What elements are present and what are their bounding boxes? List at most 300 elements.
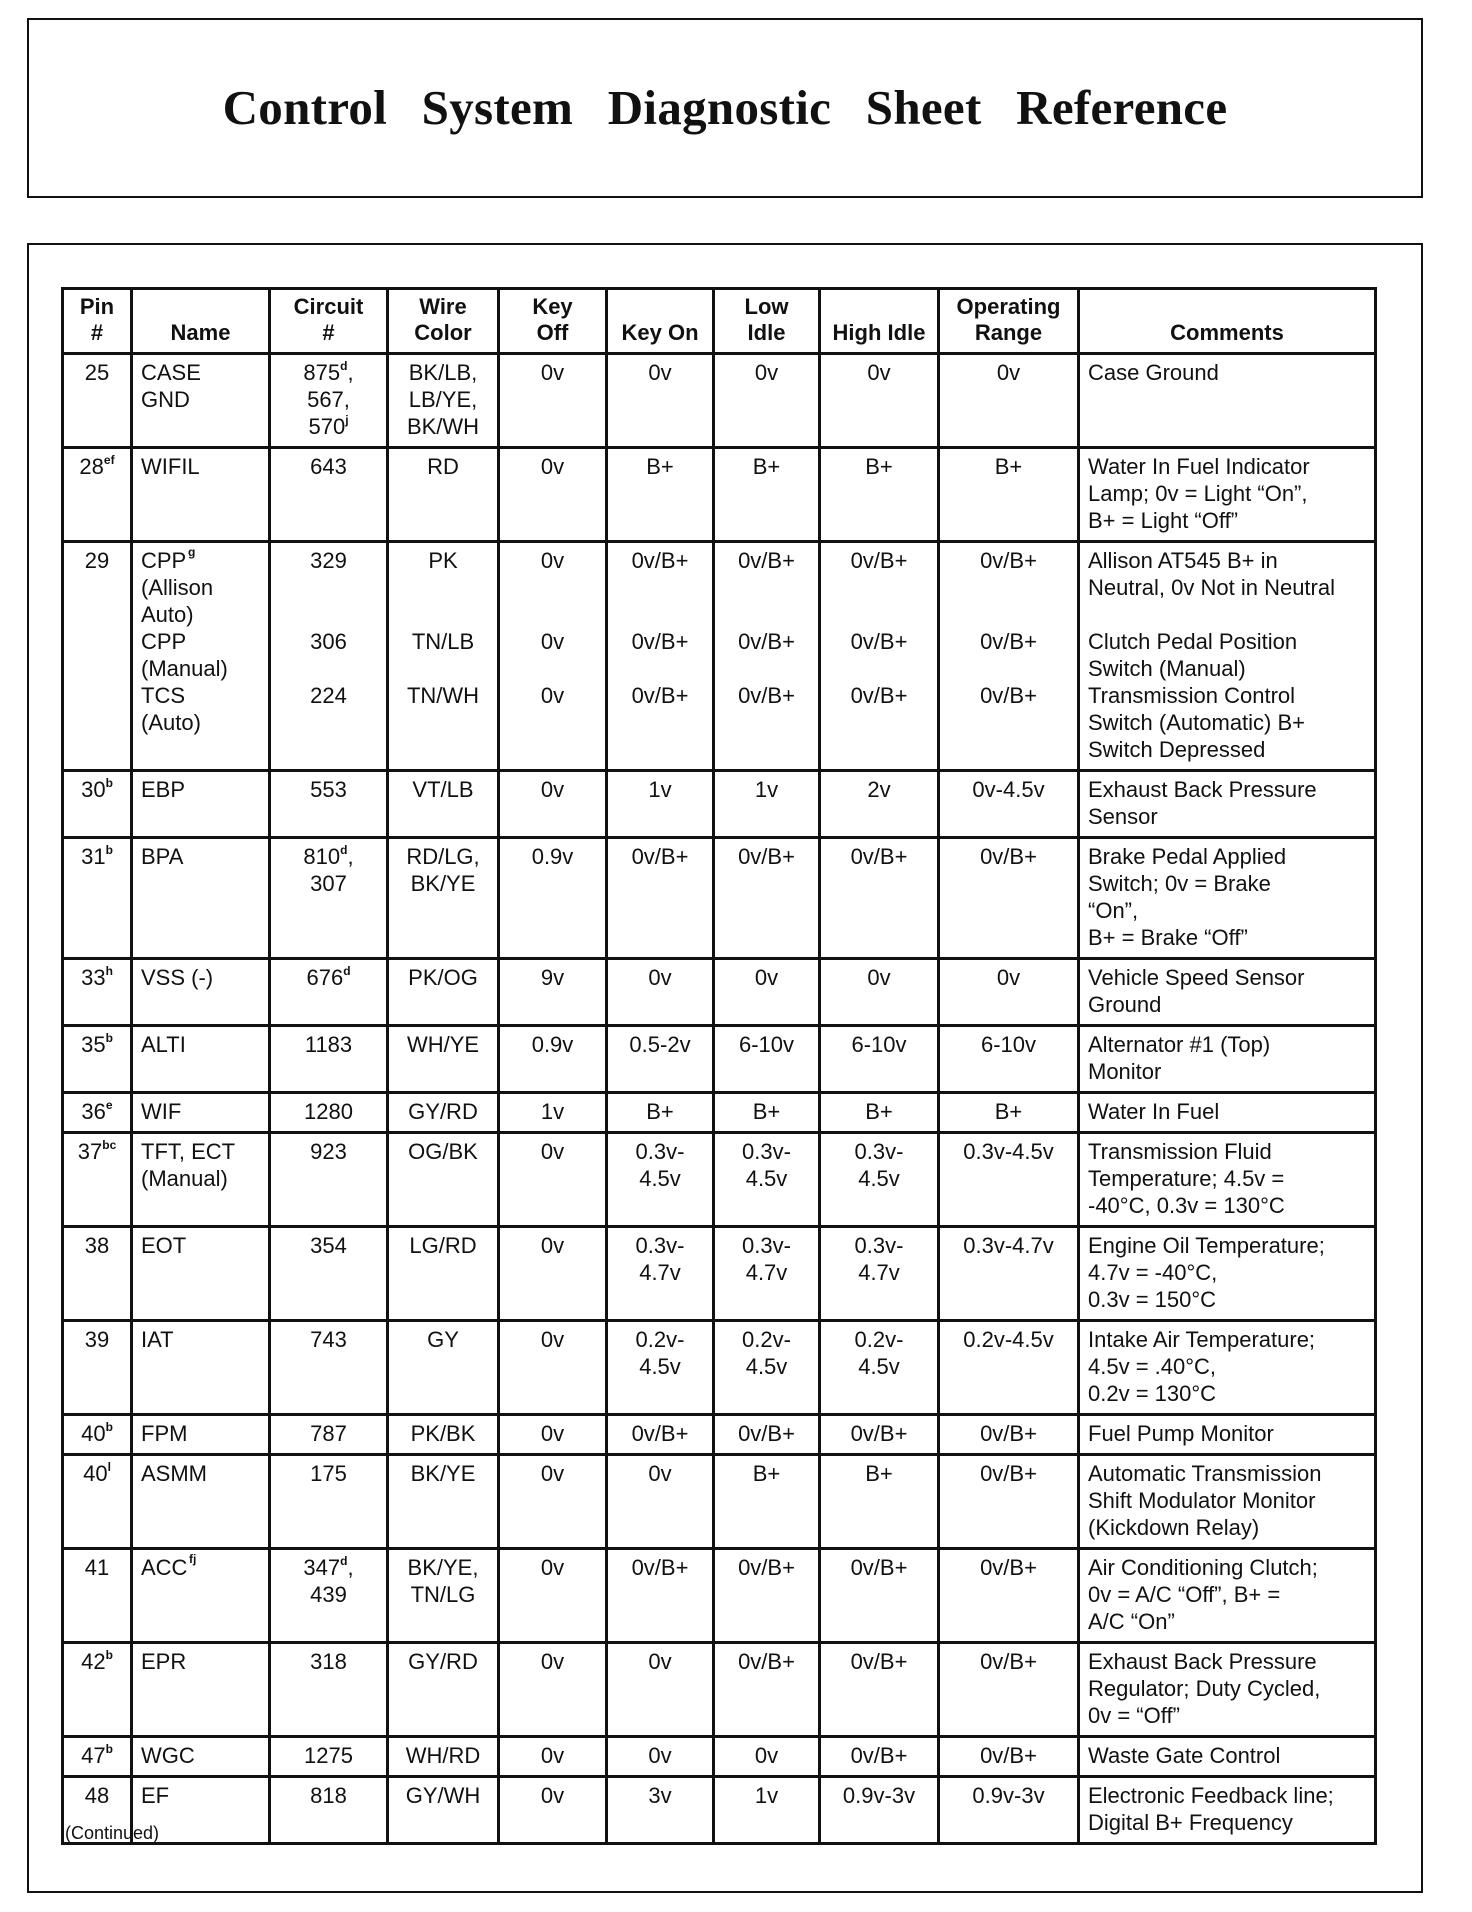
wire-color-cell bbox=[388, 354, 499, 448]
key-off-cell bbox=[499, 1777, 607, 1844]
wire-color: BK/YE bbox=[410, 1461, 476, 1486]
high-idle-value: 0v bbox=[867, 965, 891, 990]
high-idle-cell bbox=[820, 1026, 939, 1093]
key-off-cell bbox=[499, 1093, 607, 1133]
signal-name bbox=[141, 359, 260, 440]
comment-text: Engine Oil Temperature; 4.7v = -40°C, 0.3v = 150°C bbox=[1088, 1233, 1325, 1312]
name-cell bbox=[132, 1026, 270, 1093]
circuit-cell bbox=[270, 838, 388, 959]
key-off-value: 0v bbox=[540, 548, 565, 573]
circuit-value: 307 bbox=[310, 871, 347, 896]
circuit-number bbox=[279, 1138, 378, 1165]
high-idle-cell bbox=[820, 542, 939, 771]
circuit-numbers bbox=[279, 1138, 378, 1219]
name-cell bbox=[132, 354, 270, 448]
key-on-value: 0v/B+ bbox=[631, 683, 689, 708]
name-text: CPP (Manual) bbox=[141, 629, 228, 681]
table-row bbox=[63, 838, 1376, 959]
wire-color: TN/LB bbox=[411, 629, 475, 654]
wire-color-cell bbox=[388, 959, 499, 1026]
circuit-number bbox=[279, 386, 378, 413]
name-text: EF bbox=[141, 1783, 170, 1808]
operating-range-value: B+ bbox=[994, 1099, 1023, 1124]
key-off-value: 0v bbox=[540, 1327, 565, 1352]
table-row bbox=[63, 1093, 1376, 1133]
comments-cell bbox=[1079, 354, 1376, 448]
comments-cell bbox=[1079, 838, 1376, 959]
table-row bbox=[63, 542, 1376, 771]
circuit-cell bbox=[270, 448, 388, 542]
header-comments bbox=[1079, 289, 1376, 354]
header-pin bbox=[63, 289, 132, 354]
pin-number: 40 bbox=[81, 1421, 106, 1446]
high-idle-value: 0v/B+ bbox=[850, 629, 908, 654]
key-off-value: 0v bbox=[540, 1783, 565, 1808]
key-on-cell bbox=[607, 354, 714, 448]
key-on-value: 0.3v- 4.5v bbox=[635, 1139, 685, 1191]
circuit-cell bbox=[270, 1026, 388, 1093]
key-off-cell bbox=[499, 1415, 607, 1455]
wire-color-cell bbox=[388, 1455, 499, 1549]
footnote-ref: h bbox=[105, 963, 113, 978]
key-on-value: 0v/B+ bbox=[631, 844, 689, 869]
pin-number: 48 bbox=[84, 1783, 110, 1808]
name-text: CPP (Allison Auto) bbox=[141, 548, 214, 627]
circuit-number bbox=[279, 1554, 378, 1581]
circuit-value: 553 bbox=[310, 777, 347, 802]
key-off-value: 0v bbox=[540, 683, 565, 708]
high-idle-value: 0v/B+ bbox=[850, 683, 908, 708]
key-on-value: 0.2v- 4.5v bbox=[635, 1327, 685, 1379]
operating-range-value: 0v/B+ bbox=[980, 1555, 1037, 1580]
pin-number: 39 bbox=[84, 1327, 110, 1352]
high-idle-cell bbox=[820, 1549, 939, 1643]
signal-name bbox=[141, 1138, 260, 1219]
circuit-cell bbox=[270, 1321, 388, 1415]
name-cell bbox=[132, 838, 270, 959]
low-idle-value: 0v bbox=[754, 965, 779, 990]
signal-name bbox=[141, 1098, 260, 1125]
name-text: IAT bbox=[141, 1327, 174, 1352]
circuit-numbers bbox=[279, 682, 378, 763]
table-row bbox=[63, 448, 1376, 542]
circuit-numbers bbox=[279, 1326, 378, 1407]
key-off-cell bbox=[499, 1227, 607, 1321]
wire-color: GY bbox=[427, 1327, 459, 1352]
comments-cell bbox=[1079, 542, 1376, 771]
header-wire-color bbox=[388, 289, 499, 354]
high-idle-cell bbox=[820, 1415, 939, 1455]
key-on-value: 0v/B+ bbox=[631, 1421, 689, 1446]
footnote-ref: bc bbox=[102, 1137, 117, 1152]
header-label: Name bbox=[170, 320, 231, 345]
header-operating-range bbox=[939, 289, 1079, 354]
wire-color: WH/RD bbox=[405, 1743, 481, 1768]
key-off-value: 0v bbox=[540, 1649, 565, 1674]
circuit-value: 1280 bbox=[304, 1099, 353, 1124]
pin-number: 35 bbox=[81, 1032, 106, 1057]
key-on-value: 0v/B+ bbox=[631, 629, 689, 654]
pin-number: 36 bbox=[81, 1099, 106, 1124]
wire-color-cell bbox=[388, 1026, 499, 1093]
operating-range-value: B+ bbox=[994, 454, 1023, 479]
key-on-value: 0v bbox=[648, 1649, 672, 1674]
signal-name bbox=[141, 1232, 260, 1313]
comment-text: Brake Pedal Applied Switch; 0v = Brake “On”, B+ = Brake “Off” bbox=[1088, 844, 1287, 950]
operating-range-value: 0.9v-3v bbox=[972, 1783, 1045, 1808]
signal-name bbox=[141, 1554, 260, 1635]
pin-cell bbox=[63, 838, 132, 959]
separator: , bbox=[347, 1555, 354, 1580]
high-idle-value: 2v bbox=[867, 777, 891, 802]
wire-color-cell bbox=[388, 1415, 499, 1455]
key-off-cell bbox=[499, 959, 607, 1026]
key-on-cell bbox=[607, 1415, 714, 1455]
high-idle-cell bbox=[820, 1227, 939, 1321]
wire-color-cell bbox=[388, 838, 499, 959]
low-idle-cell bbox=[714, 542, 820, 771]
key-off-value: 0v bbox=[540, 1139, 565, 1164]
name-text: WIFIL bbox=[141, 454, 200, 479]
signal-name bbox=[141, 843, 260, 951]
signal-name bbox=[141, 776, 260, 830]
separator: , bbox=[347, 844, 354, 869]
low-idle-value: 6-10v bbox=[738, 1032, 795, 1057]
name-text: TCS (Auto) bbox=[141, 683, 201, 735]
circuit-number bbox=[279, 1782, 378, 1809]
wire-color: RD/LG, BK/YE bbox=[406, 844, 480, 896]
pin-number: 47 bbox=[81, 1743, 106, 1768]
key-on-cell bbox=[607, 1227, 714, 1321]
signal-name bbox=[141, 964, 260, 1018]
circuit-numbers bbox=[279, 964, 378, 1018]
table-row bbox=[63, 1227, 1376, 1321]
header-row bbox=[63, 289, 1376, 354]
comments-cell bbox=[1079, 1227, 1376, 1321]
low-idle-cell bbox=[714, 1737, 820, 1777]
operating-range-value: 0.2v-4.5v bbox=[963, 1327, 1054, 1352]
name-text: CASE GND bbox=[141, 360, 201, 412]
key-off-cell bbox=[499, 771, 607, 838]
footnote-ref: b bbox=[105, 1647, 113, 1662]
key-on-value: 0v bbox=[648, 1743, 672, 1768]
circuit-number bbox=[279, 359, 378, 386]
high-idle-value: 0v/B+ bbox=[850, 1555, 908, 1580]
name-text: TFT, ECT (Manual) bbox=[141, 1139, 236, 1191]
circuit-cell bbox=[270, 1093, 388, 1133]
high-idle-cell bbox=[820, 1643, 939, 1737]
circuit-number bbox=[279, 870, 378, 897]
table-row bbox=[63, 1321, 1376, 1415]
operating-range-value: 0v/B+ bbox=[980, 629, 1037, 654]
wire-color: OG/BK bbox=[408, 1139, 478, 1164]
key-off-value: 0v bbox=[540, 1555, 565, 1580]
key-on-cell bbox=[607, 1093, 714, 1133]
circuit-number bbox=[279, 1098, 378, 1125]
high-idle-cell bbox=[820, 771, 939, 838]
circuit-value: 306 bbox=[310, 629, 347, 654]
circuit-cell bbox=[270, 959, 388, 1026]
circuit-number bbox=[279, 1648, 378, 1675]
key-off-value: 0v bbox=[540, 629, 565, 654]
key-on-cell bbox=[607, 1455, 714, 1549]
table-row bbox=[63, 1026, 1376, 1093]
key-on-value: 3v bbox=[648, 1783, 672, 1808]
comments-cell bbox=[1079, 448, 1376, 542]
table-row bbox=[63, 1643, 1376, 1737]
comments-cell bbox=[1079, 959, 1376, 1026]
key-on-cell bbox=[607, 1737, 714, 1777]
key-on-value: 0v bbox=[648, 1461, 672, 1486]
header-label: Low Idle bbox=[744, 294, 789, 345]
header-label: Key On bbox=[621, 320, 699, 345]
key-off-cell bbox=[499, 448, 607, 542]
low-idle-value: 0.3v- 4.7v bbox=[742, 1233, 791, 1285]
circuit-numbers bbox=[279, 359, 378, 440]
low-idle-value: 0v/B+ bbox=[738, 683, 795, 708]
pin-number: 31 bbox=[81, 844, 106, 869]
footnote-ref: j bbox=[345, 412, 349, 427]
footnote-ref: b bbox=[105, 775, 113, 790]
pin-cell bbox=[63, 1643, 132, 1737]
operating-range-cell bbox=[939, 448, 1079, 542]
header-low-idle bbox=[714, 289, 820, 354]
table-row bbox=[63, 1737, 1376, 1777]
circuit-value: 329 bbox=[310, 548, 347, 573]
circuit-numbers bbox=[279, 776, 378, 830]
comments-cell bbox=[1079, 1093, 1376, 1133]
signal-name bbox=[141, 1460, 260, 1541]
name-text: EBP bbox=[141, 777, 186, 802]
high-idle-value: 0v bbox=[867, 360, 891, 385]
low-idle-cell bbox=[714, 1093, 820, 1133]
low-idle-value: 1v bbox=[754, 1783, 779, 1808]
high-idle-value: B+ bbox=[865, 454, 893, 479]
key-off-value: 0v bbox=[540, 454, 565, 479]
pin-number: 28 bbox=[79, 454, 104, 479]
high-idle-value: 0.3v- 4.7v bbox=[854, 1233, 904, 1285]
pin-cell bbox=[63, 354, 132, 448]
key-off-cell bbox=[499, 542, 607, 771]
operating-range-cell bbox=[939, 1737, 1079, 1777]
wire-color: PK bbox=[428, 548, 458, 573]
comment-text: Clutch Pedal Position Switch (Manual) bbox=[1088, 629, 1298, 681]
operating-range-cell bbox=[939, 1549, 1079, 1643]
high-idle-cell bbox=[820, 1737, 939, 1777]
pin-cell bbox=[63, 1549, 132, 1643]
pin-cell bbox=[63, 1455, 132, 1549]
operating-range-cell bbox=[939, 1026, 1079, 1093]
wire-color: BK/LB, LB/YE, BK/WH bbox=[406, 360, 480, 439]
wire-color-cell bbox=[388, 1737, 499, 1777]
separator: , bbox=[343, 387, 350, 412]
key-off-cell bbox=[499, 1549, 607, 1643]
circuit-numbers bbox=[279, 1554, 378, 1635]
high-idle-cell bbox=[820, 1321, 939, 1415]
circuit-numbers bbox=[279, 1031, 378, 1085]
comment-text: Water In Fuel bbox=[1088, 1099, 1220, 1124]
circuit-number bbox=[279, 628, 378, 655]
name-cell bbox=[132, 1643, 270, 1737]
comments-cell bbox=[1079, 1415, 1376, 1455]
title-box bbox=[27, 18, 1423, 198]
high-idle-value: 0v/B+ bbox=[850, 1649, 908, 1674]
operating-range-value: 0v/B+ bbox=[980, 548, 1037, 573]
circuit-value: 175 bbox=[310, 1461, 347, 1486]
circuit-cell bbox=[270, 1455, 388, 1549]
circuit-cell bbox=[270, 1549, 388, 1643]
circuit-cell bbox=[270, 1415, 388, 1455]
operating-range-cell bbox=[939, 1455, 1079, 1549]
pin-cell bbox=[63, 1227, 132, 1321]
circuit-cell bbox=[270, 1133, 388, 1227]
name-cell bbox=[132, 959, 270, 1026]
key-on-cell bbox=[607, 448, 714, 542]
comment-text: Transmission Control Switch (Automatic) B+ Switch Depressed bbox=[1088, 683, 1306, 762]
operating-range-value: 0v/B+ bbox=[980, 1461, 1037, 1486]
comment-text: Alternator #1 (Top) Monitor bbox=[1088, 1032, 1271, 1084]
low-idle-cell bbox=[714, 1549, 820, 1643]
header-name bbox=[132, 289, 270, 354]
wire-color-cell bbox=[388, 1227, 499, 1321]
low-idle-cell bbox=[714, 1133, 820, 1227]
signal-name bbox=[141, 682, 260, 763]
low-idle-value: 0.3v- 4.5v bbox=[742, 1139, 791, 1191]
circuit-numbers bbox=[279, 453, 378, 534]
comment-text: Fuel Pump Monitor bbox=[1088, 1421, 1274, 1446]
page-title: Control System Diagnostic Sheet Reference bbox=[222, 79, 1228, 135]
circuit-cell bbox=[270, 1777, 388, 1844]
table-row bbox=[63, 1415, 1376, 1455]
operating-range-value: 0.3v-4.7v bbox=[963, 1233, 1054, 1258]
footnote-ref: l bbox=[107, 1459, 111, 1474]
operating-range-value: 0v bbox=[996, 965, 1021, 990]
operating-range-value: 0v/B+ bbox=[980, 1649, 1037, 1674]
comment-text: Automatic Transmission Shift Modulator Monitor (Kickdown Relay) bbox=[1088, 1461, 1322, 1540]
key-on-cell bbox=[607, 1133, 714, 1227]
circuit-value: 1275 bbox=[304, 1743, 353, 1768]
signal-name bbox=[141, 1648, 260, 1729]
footnote-ref: d bbox=[343, 963, 351, 978]
circuit-cell bbox=[270, 1643, 388, 1737]
wire-color-cell bbox=[388, 771, 499, 838]
low-idle-value: 0v bbox=[754, 360, 779, 385]
table-row bbox=[63, 354, 1376, 448]
circuit-number bbox=[279, 1420, 378, 1447]
key-on-cell bbox=[607, 1777, 714, 1844]
low-idle-cell bbox=[714, 1321, 820, 1415]
high-idle-value: 0v/B+ bbox=[850, 548, 908, 573]
circuit-numbers bbox=[279, 547, 378, 628]
pin-number: 41 bbox=[84, 1555, 110, 1580]
signal-name bbox=[141, 628, 260, 682]
table-row bbox=[63, 1549, 1376, 1643]
low-idle-cell bbox=[714, 354, 820, 448]
circuit-numbers bbox=[279, 1420, 378, 1447]
circuit-numbers bbox=[279, 1782, 378, 1836]
pin-cell bbox=[63, 771, 132, 838]
key-off-cell bbox=[499, 1321, 607, 1415]
circuit-number bbox=[279, 682, 378, 709]
low-idle-cell bbox=[714, 838, 820, 959]
key-on-cell bbox=[607, 1643, 714, 1737]
key-on-cell bbox=[607, 1321, 714, 1415]
operating-range-value: 0v/B+ bbox=[980, 844, 1037, 869]
comment-text: Case Ground bbox=[1088, 360, 1219, 385]
pin-cell bbox=[63, 1737, 132, 1777]
circuit-value: 570 bbox=[308, 414, 346, 439]
comment-text: Transmission Fluid Temperature; 4.5v = -40°C, 0.3v = 130°C bbox=[1088, 1139, 1285, 1218]
comment-text: Intake Air Temperature; 4.5v = .40°C, 0.2v = 130°C bbox=[1088, 1327, 1316, 1406]
name-cell bbox=[132, 1737, 270, 1777]
operating-range-cell bbox=[939, 354, 1079, 448]
pin-number: 33 bbox=[81, 965, 106, 990]
circuit-number bbox=[279, 1232, 378, 1259]
header-key-off bbox=[499, 289, 607, 354]
circuit-value: 810 bbox=[303, 844, 341, 869]
comment-text: Electronic Feedback line; Digital B+ Frequency bbox=[1088, 1783, 1334, 1835]
name-text: EPR bbox=[141, 1649, 187, 1674]
circuit-value: 347 bbox=[303, 1555, 341, 1580]
high-idle-cell bbox=[820, 1133, 939, 1227]
continued-note: (Continued) bbox=[65, 1823, 160, 1843]
operating-range-cell bbox=[939, 771, 1079, 838]
footnote-ref: b bbox=[105, 1419, 113, 1434]
separator: , bbox=[347, 360, 354, 385]
key-off-value: 0.9v bbox=[531, 1032, 574, 1057]
high-idle-value: 0v/B+ bbox=[850, 1421, 908, 1446]
circuit-numbers bbox=[279, 843, 378, 951]
signal-name bbox=[141, 1420, 260, 1447]
pin-cell bbox=[63, 1415, 132, 1455]
wire-color-cell bbox=[388, 1133, 499, 1227]
key-on-value: 0.3v- 4.7v bbox=[635, 1233, 685, 1285]
pin-cell bbox=[63, 1133, 132, 1227]
comment-text: Exhaust Back Pressure Regulator; Duty Cycled, 0v = “Off” bbox=[1088, 1649, 1321, 1728]
circuit-value: 1183 bbox=[304, 1032, 353, 1057]
circuit-cell bbox=[270, 1737, 388, 1777]
key-off-value: 0v bbox=[540, 1461, 565, 1486]
key-off-cell bbox=[499, 1643, 607, 1737]
comment-text: Allison AT545 B+ in Neutral, 0v Not in Neutral bbox=[1088, 548, 1335, 600]
key-on-cell bbox=[607, 959, 714, 1026]
circuit-cell bbox=[270, 542, 388, 771]
key-off-cell bbox=[499, 354, 607, 448]
footnote-ref: b bbox=[105, 1030, 113, 1045]
circuit-value: 875 bbox=[303, 360, 341, 385]
high-idle-value: 0v/B+ bbox=[850, 1743, 908, 1768]
circuit-number bbox=[279, 843, 378, 870]
wire-color: PK/BK bbox=[410, 1421, 476, 1446]
wire-color-cell bbox=[388, 1093, 499, 1133]
low-idle-cell bbox=[714, 1227, 820, 1321]
header-key-on bbox=[607, 289, 714, 354]
signal-name bbox=[141, 1031, 260, 1085]
signal-name bbox=[141, 453, 260, 534]
key-on-cell bbox=[607, 838, 714, 959]
circuit-number bbox=[279, 1742, 378, 1769]
comments-cell bbox=[1079, 1737, 1376, 1777]
circuit-number bbox=[279, 1581, 378, 1608]
pin-number: 38 bbox=[84, 1233, 110, 1258]
operating-range-value: 0v/B+ bbox=[980, 683, 1037, 708]
key-off-cell bbox=[499, 1455, 607, 1549]
pin-cell bbox=[63, 448, 132, 542]
circuit-number bbox=[279, 413, 378, 440]
circuit-numbers bbox=[279, 1460, 378, 1541]
comments-cell bbox=[1079, 771, 1376, 838]
name-cell bbox=[132, 1549, 270, 1643]
